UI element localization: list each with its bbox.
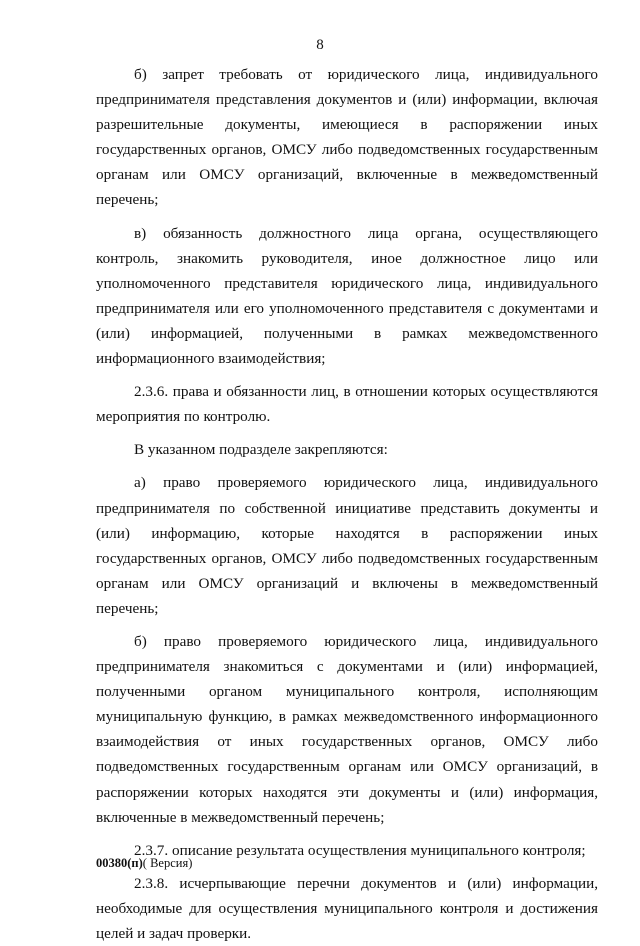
- paragraph-2-3-8: 2.3.8. исчерпывающие перечни документов и (или) информации, необходимые для осуществления муниципального контроля и достижения целей и задач проверки.: [96, 874, 598, 942]
- document-body: [96, 62, 598, 946]
- page-number: 8: [316, 37, 324, 53]
- paragraph-b-right: б) право проверяемого юридического лица, индивидуального предпринимателя знакомиться с документами и (или) информацией, полученными органом муниципального контроля, исполняющим муниципальную функцию, в рамках межведомственного информационного взаимодействия от иных государственных органов, ОМСУ либо подведомственных государственным органам или ОМСУ организаций, в распоряжении которых находятся эти документы и (или) информация, включенные в межведомственный перечень;: [96, 632, 598, 826]
- paragraph-subsection-intro: В указанном подразделе закрепляются:: [134, 441, 388, 459]
- footer-code: 00380(п): [96, 856, 143, 870]
- footer-label: ( Версия): [142, 856, 193, 870]
- paragraph-v-obligation: в) обязанность должностного лица органа, осуществляющего контроль, знакомить руководителя, иное должностное лицо или уполномоченного представителя юридического лица, индивидуального предпринимателя или его уполномоченного представителя с документами и (или) информацией, полученными в рамках межведомственного информационного взаимодействия;: [96, 224, 598, 368]
- paragraph-2-3-6: 2.3.6. права и обязанности лиц, в отношении которых осуществляются мероприятия по контролю.: [96, 383, 598, 426]
- paragraph-a-right: а) право проверяемого юридического лица, индивидуального предпринимателя по собственной инициативе представить документы и (или) информацию, которые находятся в распоряжении иных государственных органов, ОМСУ либо подведомственных государственным органам или ОМСУ организаций и включены в межведомственный перечень;: [96, 474, 598, 617]
- paragraph-b-prohibition: б) запрет требовать от юридического лица, индивидуального предпринимателя представления документов и (или) информации, включая разрешительные документы, имеющиеся в распоряжении иных государственных органов, ОМСУ либо подведомственных государственным органам или ОМСУ организаций, включенные в межведомственный перечень;: [96, 66, 598, 209]
- document-footer: [96, 855, 192, 871]
- paragraph-2-3-7: 2.3.7. описание результата осуществления муниципального контроля;: [134, 841, 586, 859]
